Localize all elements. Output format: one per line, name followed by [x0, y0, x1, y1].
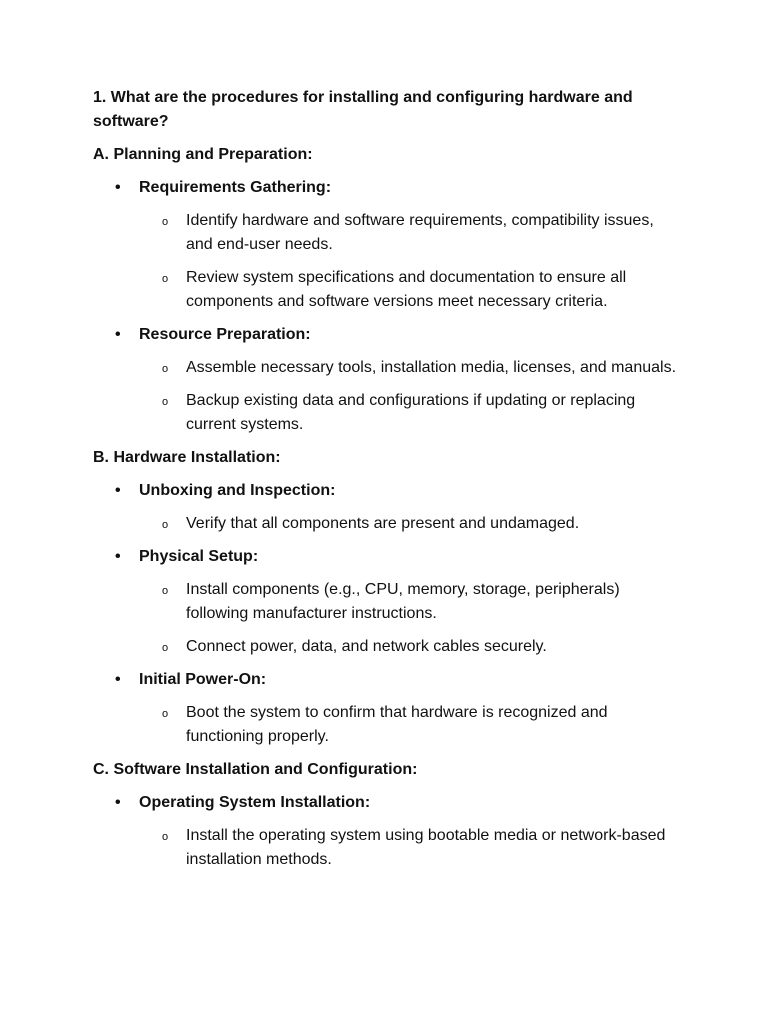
list-item-initial-power-on [93, 668, 683, 692]
list-item-label: Operating System Installation: [139, 794, 371, 811]
section-heading-software: C. Software Installation and Configuration: [93, 761, 418, 778]
sub-list-item [93, 824, 683, 872]
sub-list-item-text: Connect power, data, and network cables securely. [186, 638, 547, 655]
bullet-icon: • [115, 794, 121, 811]
list-item-unboxing [93, 479, 683, 503]
bullet-icon: • [115, 326, 121, 343]
list-item-label: Initial Power-On: [139, 671, 267, 688]
sub-list-item [93, 209, 683, 257]
hollow-bullet-icon: o [162, 585, 169, 597]
section-heading-planning: A. Planning and Preparation: [93, 146, 313, 163]
sub-list-item [93, 512, 683, 536]
bullet-icon: • [115, 179, 121, 196]
sub-list-item-text: Verify that all components are present and undamaged. [186, 515, 580, 532]
hollow-bullet-icon: o [162, 273, 169, 285]
list-item-requirements-gathering [93, 176, 683, 200]
hollow-bullet-icon: o [162, 363, 169, 375]
sub-list-item-text: Install the operating system using bootable media or network-based installation methods. [186, 827, 666, 868]
bullet-icon: • [115, 671, 121, 688]
hollow-bullet-icon: o [162, 216, 169, 228]
sub-list-item [93, 635, 683, 659]
list-item-resource-preparation [93, 323, 683, 347]
sub-list-item-text: Review system specifications and documentation to ensure all components and software versions meet necessary criteria. [186, 269, 627, 310]
sub-list-item-text: Install components (e.g., CPU, memory, storage, peripherals) following manufacturer instructions. [186, 581, 620, 622]
hollow-bullet-icon: o [162, 708, 169, 720]
sub-list-item-text: Assemble necessary tools, installation media, licenses, and manuals. [186, 359, 677, 376]
sub-list-item [93, 356, 683, 380]
list-item-physical-setup [93, 545, 683, 569]
sub-list-item [93, 389, 683, 437]
sub-list-item [93, 701, 683, 749]
hollow-bullet-icon: o [162, 642, 169, 654]
list-item-label: Unboxing and Inspection: [139, 482, 336, 499]
sub-list-item-text: Identify hardware and software requirements, compatibility issues, and end-user needs. [186, 212, 654, 253]
hollow-bullet-icon: o [162, 396, 169, 408]
list-item-label: Requirements Gathering: [139, 179, 332, 196]
hollow-bullet-icon: o [162, 519, 169, 531]
bullet-icon: • [115, 548, 121, 565]
list-item-label: Resource Preparation: [139, 326, 311, 343]
hollow-bullet-icon: o [162, 831, 169, 843]
document-title: 1. What are the procedures for installing and configuring hardware and software? [93, 89, 633, 130]
list-item-os-installation [93, 791, 683, 815]
bullet-icon: • [115, 482, 121, 499]
list-item-label: Physical Setup: [139, 548, 259, 565]
sub-list-item [93, 266, 683, 314]
document-page [93, 86, 683, 881]
sub-list-item-text: Boot the system to confirm that hardware is recognized and functioning properly. [186, 704, 608, 745]
sub-list-item [93, 578, 683, 626]
section-heading-hardware: B. Hardware Installation: [93, 449, 281, 466]
sub-list-item-text: Backup existing data and configurations if updating or replacing current systems. [186, 392, 636, 433]
